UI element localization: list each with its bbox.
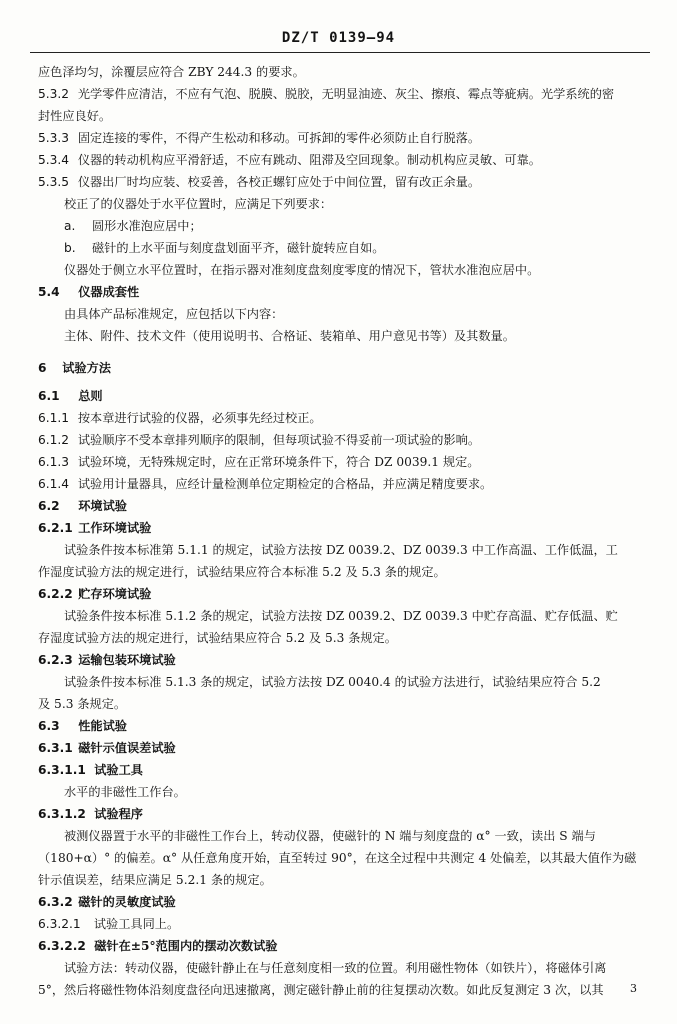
clause-6-3-2-1: 6.3.2.1 试验工具同上。 (38, 917, 180, 931)
text-line: 应色泽均匀，涂覆层应符合 ZBY 244.3 的要求。 (38, 65, 305, 79)
text-line: 仪器处于侧立水平位置时，在指示器对准刻度盘刻度零度的情况下，管状水准泡应居中。 (64, 263, 540, 277)
clause-6-1: 6.1 总则 (38, 389, 103, 403)
text-line: 存湿度试验方法的规定进行，试验结果应符合 5.2 及 5.3 条规定。 (38, 631, 397, 645)
text-line: 作湿度试验方法的规定进行，试验结果应符合本标准 5.2 及 5.3 条的规定。 (38, 565, 446, 579)
text-line: 校正了的仪器处于水平位置时，应满足下列要求： (64, 197, 333, 211)
list-item-a: a. 圆形水准泡应居中； (64, 219, 202, 233)
clause-6-3: 6.3 性能试验 (38, 719, 127, 733)
clause-6-3-2-2: 6.3.2.2 磁针在±5°范围内的摆动次数试验 (38, 939, 278, 953)
clause-5-3-4: 5.3.4 仪器的转动机构应平滑舒适，不应有跳动、阻滞及空回现象。制动机构应灵敏、可靠。 (38, 153, 541, 167)
clause-5-3-3: 5.3.3 固定连接的零件，不得产生松动和移动。可拆卸的零件必须防止自行脱落。 (38, 131, 481, 145)
clause-5-4: 5.4 仪器成套性 (38, 285, 140, 299)
clause-6-2-3: 6.2.3 运输包装环境试验 (38, 653, 176, 667)
page-header: DZ/T 0139—94 (281, 30, 396, 46)
clause-6-2-2: 6.2.2 贮存环境试验 (38, 587, 152, 601)
section-6-heading: 6 试验方法 (38, 361, 111, 375)
text-line: 主体、附件、技术文件（使用说明书、合格证、装箱单、用户意见书等）及其数量。 (64, 329, 515, 343)
clause-6-1-4: 6.1.4 试验用计量器具，应经计量检测单位定期检定的合格品，并应满足精度要求。 (38, 477, 493, 491)
header-rule (30, 52, 650, 53)
text-line: 试验条件按本标准 5.1.2 条的规定，试验方法按 DZ 0039.2、DZ 0039.3 中贮存高温、贮存低温、贮 (64, 609, 618, 623)
text-line: 针示值误差，结果应满足 5.2.1 条的规定。 (38, 873, 272, 887)
clause-6-1-3: 6.1.3 试验环境，无特殊规定时，应在正常环境条件下，符合 DZ 0039.1 规定。 (38, 455, 480, 469)
clause-6-1-1: 6.1.1 按本章进行试验的仪器，必须事先经过校正。 (38, 411, 322, 425)
text-line: 及 5.3 条规定。 (38, 697, 127, 711)
text-line: 5°，然后将磁性物体沿刻度盘径向迅速撤离，测定磁针静止前的往复摆动次数。如此反复测定 3 次，以其 (38, 983, 604, 997)
clause-6-1-2: 6.1.2 试验顺序不受本章排列顺序的限制，但每项试验不得妥前一项试验的影响。 (38, 433, 481, 447)
clause-6-2-1: 6.2.1 工作环境试验 (38, 521, 152, 535)
clause-6-3-1: 6.3.1 磁针示值误差试验 (38, 741, 176, 755)
clause-6-2: 6.2 环境试验 (38, 499, 127, 513)
clause-5-3-5: 5.3.5 仪器出厂时均应装、校妥善，各校正螺钉应处于中间位置，留有改正余量。 (38, 175, 481, 189)
text-line: 由具体产品标准规定，应包括以下内容： (64, 307, 284, 321)
text-line: （180+α）° 的偏差。α° 从任意角度开始，直至转过 90°，在这全过程中共测定 4 处偏差，以其最大值作为磁 (38, 851, 637, 865)
text-line: 水平的非磁性工作台。 (64, 785, 186, 799)
text-line: 试验条件按本标准 5.1.3 条的规定，试验方法按 DZ 0040.4 的试验方法进行，试验结果应符合 5.2 (64, 675, 601, 689)
text-line: 试验条件按本标准第 5.1.1 的规定，试验方法按 DZ 0039.2、DZ 0039.3 中工作高温、工作低温，工 (64, 543, 618, 557)
list-item-b: b. 磁针的上水平面与刻度盘划面平齐，磁针旋转应自如。 (64, 241, 385, 255)
clause-6-3-1-1: 6.3.1.1 试验工具 (38, 763, 143, 777)
clause-6-3-2: 6.3.2 磁针的灵敏度试验 (38, 895, 176, 909)
page-number: 3 (630, 982, 637, 995)
clause-6-3-1-2: 6.3.1.2 试验程序 (38, 807, 143, 821)
text-line: 试验方法：转动仪器，使磁针静止在与任意刻度相一致的位置。利用磁性物体（如铁片），将磁体引离 (64, 961, 607, 975)
text-line: 封性应良好。 (38, 109, 112, 123)
clause-5-3-2: 5.3.2 光学零件应清洁，不应有气泡、脱膜、脱胶，无明显油迹、灰尘、擦痕、霉点等疵病。光学系统的密 (38, 87, 615, 101)
text-line: 被测仪器置于水平的非磁性工作台上，转动仪器，使磁针的 N 端与刻度盘的 α° 一致，读出 S 端与 (64, 829, 596, 843)
